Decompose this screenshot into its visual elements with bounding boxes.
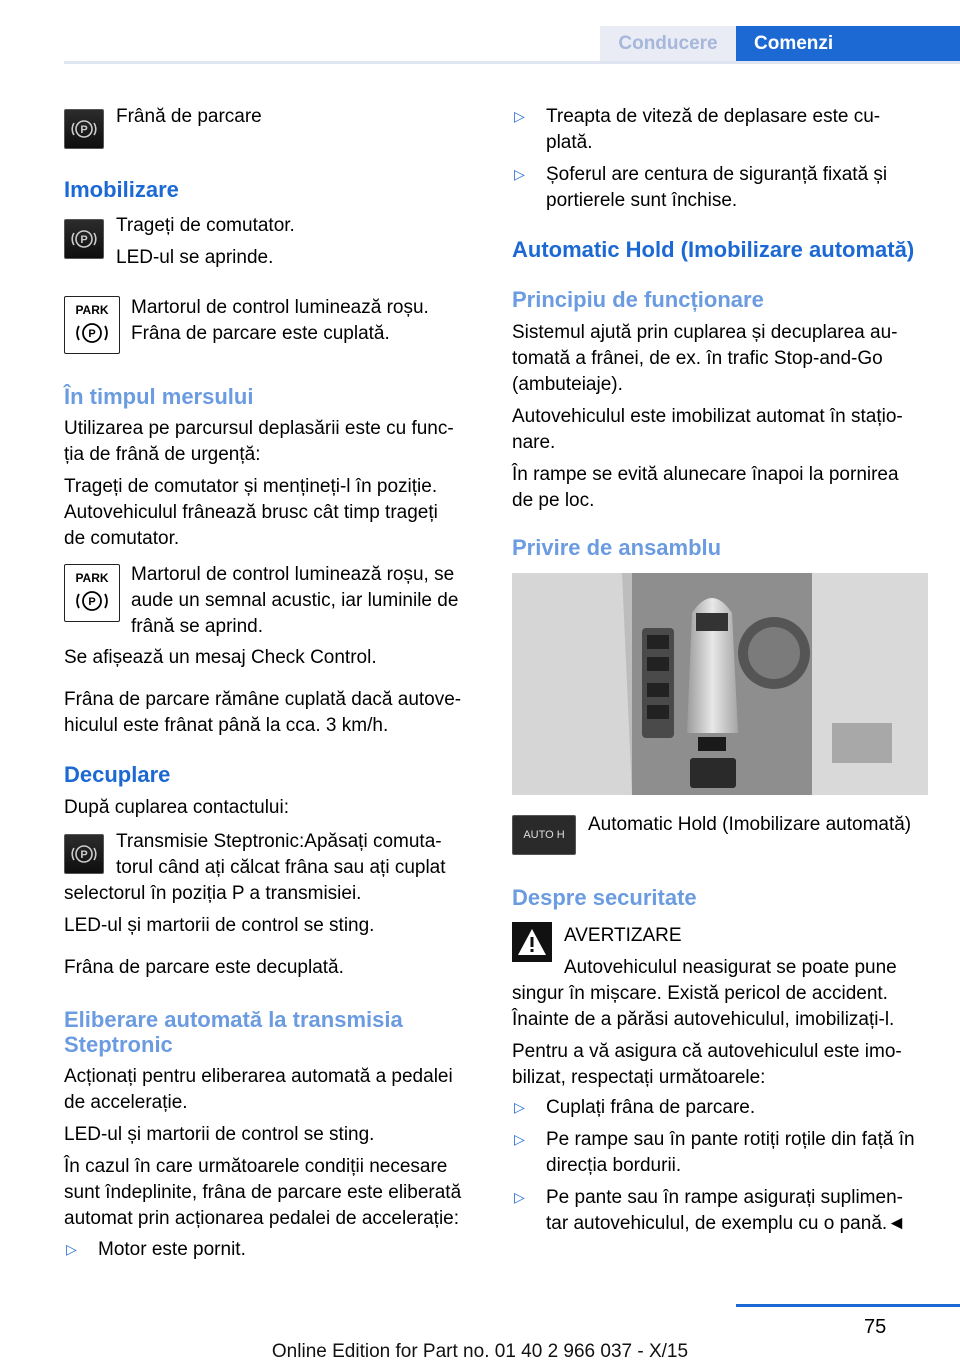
- paragraph-line: Autovehiculul neasigurat se poate pune: [564, 957, 897, 978]
- paragraph-line: de pe loc.: [512, 490, 595, 511]
- svg-text:PARK: PARK: [75, 571, 109, 585]
- parking-brake-icon: [64, 834, 104, 874]
- tab-conducere[interactable]: Conducere: [600, 26, 736, 61]
- park-warning-icon: [64, 296, 120, 354]
- paragraph-line: ția de frână de urgență:: [64, 444, 261, 465]
- paragraph-line: Autovehiculul frânează brusc cât timp trageți: [64, 502, 438, 523]
- paragraph-line: În cazul în care următoarele condiții necesare: [64, 1156, 448, 1177]
- heading-privire: Privire de ansamblu: [512, 535, 722, 560]
- svg-text:P: P: [88, 596, 96, 608]
- header-rule: [64, 61, 960, 64]
- warning-icon: [512, 922, 552, 962]
- parking-brake-icon: [64, 109, 104, 149]
- heading-automatic-hold: Automatic Hold (Imobilizare automată): [512, 237, 915, 262]
- paragraph-line: sunt îndeplinite, frâna de parcare este eliberată: [64, 1182, 462, 1203]
- list-item: Motor este pornit.: [98, 1239, 246, 1260]
- paragraph-line: În rampe se evită alunecare înapoi la pornirea: [512, 464, 899, 485]
- paragraph-line: automat prin acționarea pedalei de accelerație:: [64, 1208, 460, 1229]
- park-light-text-1: Martorul de control luminează roșu.: [131, 297, 429, 318]
- bullet-triangle-icon: ▷: [514, 1189, 525, 1205]
- svg-text:P: P: [80, 124, 88, 136]
- paragraph-line: Frâna de parcare rămâne cuplată dacă autove-: [64, 689, 462, 710]
- list-item: direcția bordurii.: [546, 1155, 682, 1176]
- heading-decuplare: Decuplare: [64, 762, 171, 787]
- bullet-triangle-icon: ▷: [514, 166, 525, 182]
- list-item: Cuplați frâna de parcare.: [546, 1097, 756, 1118]
- bullet-triangle-icon: ▷: [514, 1099, 525, 1115]
- led-on-text: LED-ul se aprinde.: [116, 247, 274, 268]
- paragraph-line: de comutator.: [64, 528, 180, 549]
- paragraph-line: Frâna de parcare este decuplată.: [64, 957, 344, 978]
- paragraph-line: Utilizarea pe parcursul deplasării este cu func-: [64, 418, 454, 439]
- list-item: Treapta de viteză de deplasare este cu-: [546, 106, 881, 127]
- center-console-photo: [512, 573, 928, 795]
- heading-eliberare-automata: Steptronic: [64, 1032, 173, 1057]
- warning-title: AVERTIZARE: [564, 925, 682, 946]
- paragraph-line: singur în mișcare. Există pericol de accident.: [512, 983, 888, 1004]
- paragraph-line: (ambuteiaje).: [512, 374, 623, 395]
- paragraph-line: LED-ul și martorii de control se sting.: [64, 915, 375, 936]
- bullet-triangle-icon: ▷: [514, 1131, 525, 1147]
- park-brake-caption: Frână de parcare: [116, 106, 262, 127]
- tab-comenzi[interactable]: Comenzi: [736, 26, 960, 61]
- list-item: tar autovehiculul, de exemplu cu o pană.◄: [546, 1213, 906, 1234]
- paragraph-line: tomată a frânei, de ex. în trafic Stop-and-Go: [512, 348, 883, 369]
- auto-h-button-icon: [512, 815, 576, 855]
- paragraph-line: Transmisie Steptronic:Apăsați comuta-: [116, 831, 442, 852]
- svg-text:P: P: [80, 849, 88, 861]
- auto-hold-caption: Automatic Hold (Imobilizare automată): [588, 814, 912, 835]
- paragraph-line: bilizat, respectați următoarele:: [512, 1067, 766, 1088]
- park-light-text-2: Frâna de parcare este cuplată.: [131, 323, 390, 344]
- page-number: 75: [864, 1316, 887, 1338]
- svg-text:P: P: [88, 328, 96, 340]
- list-item: Șoferul are centura de siguranță fixată și: [546, 164, 888, 185]
- paragraph-line: Autovehiculul este imobilizat automat în stațio-: [512, 406, 903, 427]
- paragraph-line: nare.: [512, 432, 556, 453]
- page-header: [0, 0, 960, 64]
- heading-imobilizare: Imobilizare: [64, 177, 179, 202]
- heading-securitate: Despre securitate: [512, 885, 697, 910]
- svg-text:P: P: [80, 234, 88, 246]
- list-item: plată.: [546, 132, 593, 153]
- paragraph-line: Trageți de comutator și mențineți-l în poziție.: [64, 476, 438, 497]
- paragraph-line: torul când ați călcat frâna sau ați cuplat: [116, 857, 446, 878]
- list-item: Pe pante sau în rampe asigurați suplimen-: [546, 1187, 903, 1208]
- heading-principiu: Principiu de funcționare: [512, 287, 764, 312]
- paragraph-line: Acționați pentru eliberarea automată a pedalei: [64, 1066, 453, 1087]
- bullet-triangle-icon: ▷: [514, 108, 525, 124]
- edition-footer: Online Edition for Part no. 01 40 2 966 037 - X/15: [271, 1341, 689, 1362]
- paragraph-line: Sistemul ajută prin cuplarea și decuplarea au-: [512, 322, 898, 343]
- list-item: portierele sunt închise.: [546, 190, 738, 211]
- auto-h-label: AUTO H: [523, 829, 565, 841]
- paragraph-line: Înainte de a părăsi autovehiculul, imobilizați-l.: [512, 1009, 895, 1030]
- paragraph-line: aude un semnal acustic, iar luminile de: [131, 590, 459, 611]
- paragraph-line: hiculul este frânat până la cca. 3 km/h.: [64, 715, 389, 736]
- park-warning-icon: [64, 564, 120, 622]
- paragraph-line: Se afișează un mesaj Check Control.: [64, 647, 377, 668]
- paragraph-line: selectorul în poziția P a transmisiei.: [64, 883, 362, 904]
- footer-rule: [736, 1304, 960, 1307]
- svg-text:PARK: PARK: [75, 303, 109, 317]
- paragraph-line: de accelerație.: [64, 1092, 188, 1113]
- paragraph-line: Pentru a vă asigura că autovehiculul este imo-: [512, 1041, 902, 1062]
- list-item: Pe rampe sau în pante rotiți roțile din față în: [546, 1129, 915, 1150]
- paragraph-line: După cuplarea contactului:: [64, 797, 289, 818]
- paragraph-line: frână se aprind.: [131, 616, 264, 637]
- paragraph-line: Martorul de control luminează roșu, se: [131, 564, 455, 585]
- pull-switch-text: Trageți de comutator.: [116, 215, 295, 236]
- heading-in-timpul-mersului: În timpul mersului: [64, 384, 254, 409]
- heading-eliberare-automata: Eliberare automată la transmisia: [64, 1007, 403, 1032]
- bullet-triangle-icon: ▷: [66, 1241, 77, 1257]
- parking-brake-icon: [64, 219, 104, 259]
- paragraph-line: LED-ul și martorii de control se sting.: [64, 1124, 375, 1145]
